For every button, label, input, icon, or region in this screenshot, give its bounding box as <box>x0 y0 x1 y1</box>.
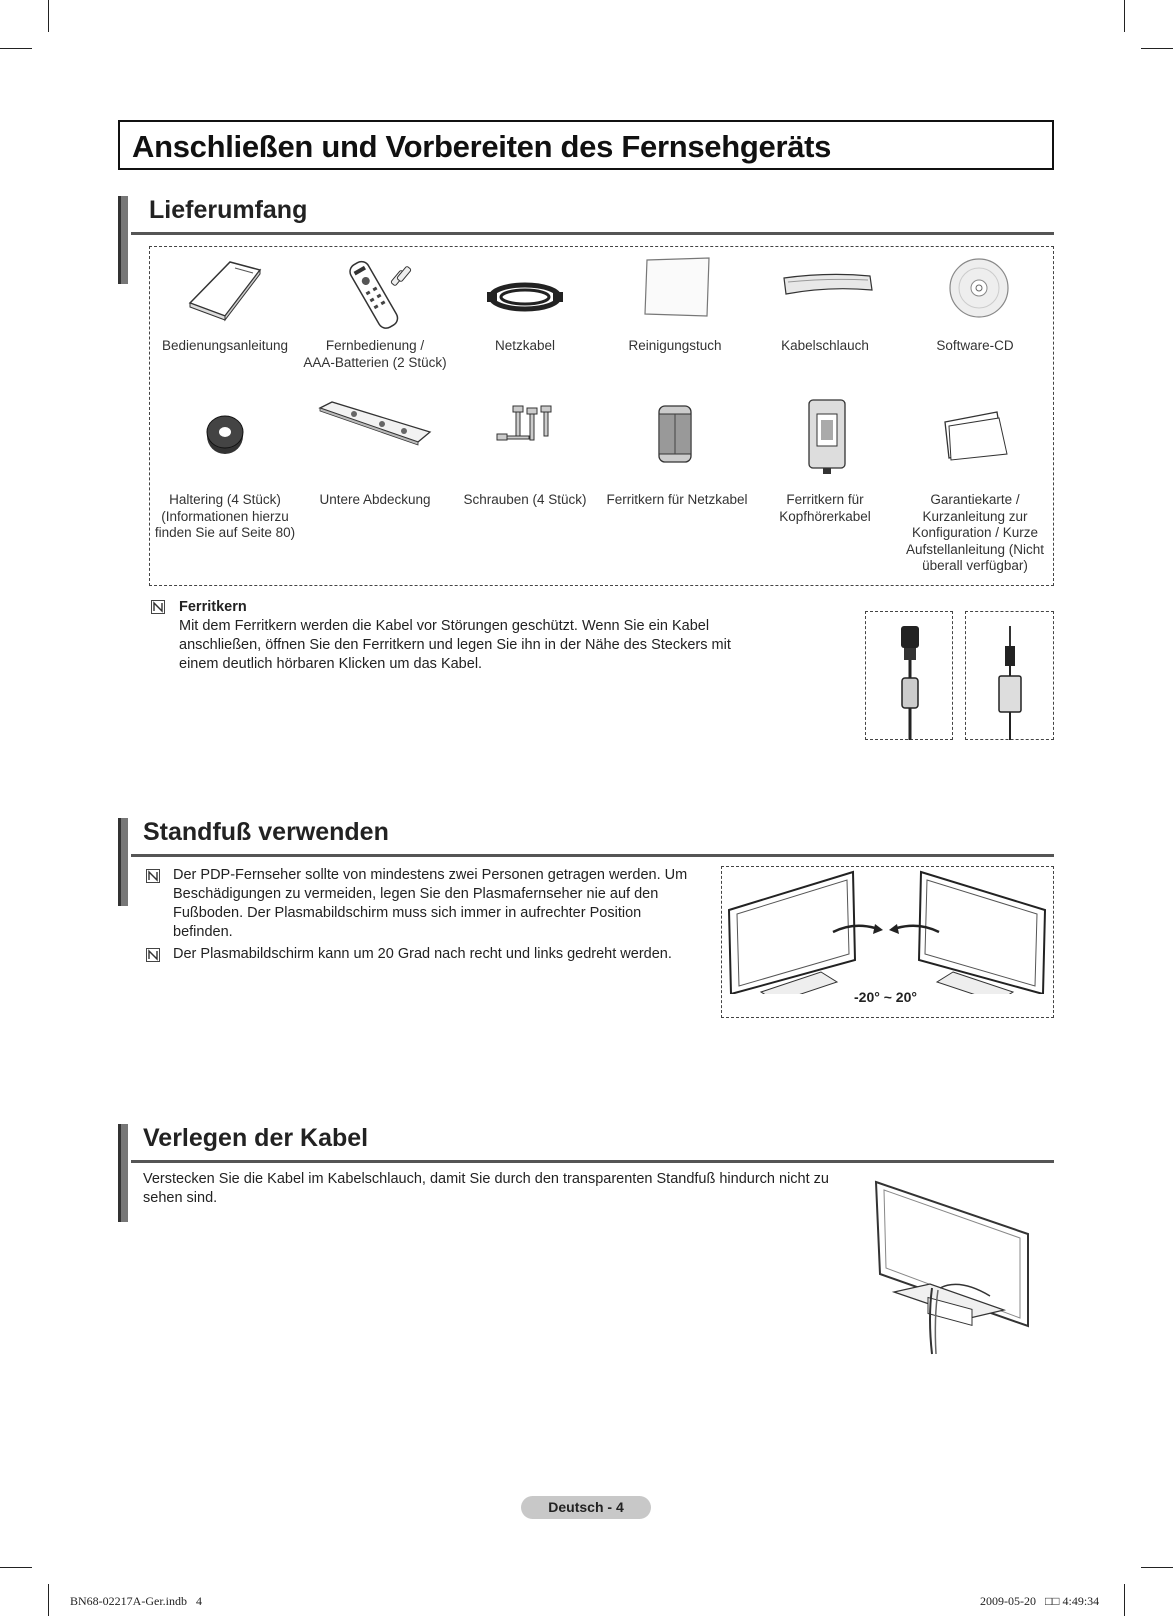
item-label: Garantiekarte / Kurzanleitung zur Konfiguration / Kurze Aufstellanleitung (Nicht überall verfügbar) <box>905 492 1045 573</box>
ferrite-core-icon <box>653 400 699 470</box>
tv-rotation-icon <box>725 870 1050 994</box>
section-title-lieferumfang: Lieferumfang <box>149 196 308 224</box>
crop-mark <box>48 0 49 32</box>
screws-icon <box>493 404 563 464</box>
tv-back-cable-icon <box>870 1178 1036 1358</box>
warranty-card-icon <box>941 410 1011 462</box>
item-label: Fernbedienung / AAA-Batterien (2 Stück) <box>303 338 447 370</box>
crop-mark <box>1124 1584 1125 1616</box>
section-title-kabel: Verlegen der Kabel <box>143 1124 369 1152</box>
cover-icon <box>318 398 433 448</box>
item-label: Bedienungsanleitung <box>161 338 289 353</box>
item-label: Netzkabel <box>494 338 556 353</box>
item-label: Haltering (4 Stück) (Informationen hierzu finden Sie auf Seite 80) <box>154 492 296 540</box>
page-title: Anschließen und Vorbereiten des Fernsehgeräts <box>132 129 832 164</box>
section-rule <box>131 854 1054 857</box>
item-label: Untere Abdeckung <box>319 492 431 507</box>
crop-mark <box>1141 1567 1173 1568</box>
headphone-plug-ferrite-icon <box>993 624 1027 740</box>
ring-icon <box>205 412 245 456</box>
item-label: Ferritkern für Kopfhörerkabel <box>779 492 871 524</box>
crop-mark <box>48 1584 49 1616</box>
note-icon <box>146 948 160 962</box>
section-rule <box>131 1160 1054 1163</box>
print-slug-right: 2009-05-20 □□ 4:49:34 <box>980 1594 1100 1608</box>
item-label: Ferritkern für Netzkabel <box>606 492 748 507</box>
item-label: Kabelschlauch <box>781 338 869 353</box>
section-title-standfuss: Standfuß verwenden <box>143 818 389 846</box>
crop-mark <box>1124 0 1125 32</box>
note-icon <box>146 869 160 883</box>
manual-icon <box>185 258 265 324</box>
power-plug-ferrite-icon <box>895 622 925 740</box>
section-rule <box>131 232 1054 235</box>
crop-mark <box>1141 48 1173 49</box>
note-title: Ferritkern <box>179 599 247 615</box>
standfuss-note-2: Der Plasmabildschirm kann um 20 Grad nach recht und links gedreht werden. <box>173 946 672 962</box>
cd-icon <box>947 256 1011 320</box>
item-label: Schrauben (4 Stück) <box>463 492 587 507</box>
kabel-text: Verstecken Sie die Kabel im Kabelschlauch, damit Sie durch den transparenten Standfuß hindurch nicht zu sehen sind. <box>143 1171 829 1206</box>
crop-mark <box>0 48 32 49</box>
ferrite-headphone-icon <box>805 396 851 476</box>
page-number-badge: Deutsch - 4 <box>521 1496 651 1519</box>
item-label: Software-CD <box>936 338 1014 353</box>
crop-mark <box>0 1567 32 1568</box>
standfuss-note-1: Der PDP-Fernseher sollte von mindestens zwei Personen getragen werden. Um Beschädigungen zu vermeiden, legen Sie den Plasmafernseher nie auf den Fußboden. Der Plasmabildschirm muss sich immer in aufrechter Position befinden. <box>173 867 688 940</box>
cable-tube-icon <box>780 272 876 298</box>
cloth-icon <box>641 256 713 320</box>
power-cord-icon <box>485 280 565 314</box>
item-label: Reinigungstuch <box>628 338 722 353</box>
print-slug-left: BN68-02217A-Ger.indb 4 <box>70 1594 202 1608</box>
page-title-box <box>118 120 1054 170</box>
section-bar <box>118 196 128 284</box>
note-text: Mit dem Ferritkern werden die Kabel vor Störungen geschützt. Wenn Sie ein Kabel anschließen, öffnen Sie den Ferritkern und legen Sie ihn in der Nähe des Steckers mit einem deutlich hörbaren Klicken um das Kabel. <box>179 618 731 672</box>
rotation-label: -20° ~ 20° <box>854 989 917 1005</box>
remote-icon <box>335 256 415 330</box>
section-bar <box>118 818 128 906</box>
note-icon <box>151 600 165 614</box>
section-bar <box>118 1124 128 1222</box>
